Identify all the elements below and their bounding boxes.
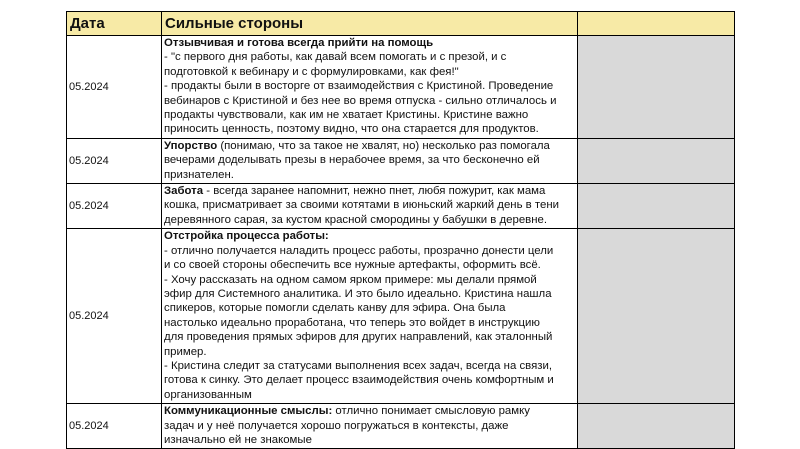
- body-text: вебинаров с Кристиной и без нее во время отпуска - сильно отличалось и: [164, 94, 557, 107]
- date-column-header[interactable]: Дата: [67, 12, 162, 36]
- bold-heading: Упорство: [164, 139, 218, 152]
- strengths-column-header[interactable]: Сильные стороны: [162, 12, 578, 36]
- extra-cell[interactable]: [578, 184, 735, 229]
- body-text: эфир для Системного аналитика. И это было идеально. Кристина нашла: [164, 287, 552, 300]
- body-text: и со своей стороны обеспечить все нужные артефакты, оформить всё.: [164, 259, 541, 272]
- cell-text-line: [164, 419, 575, 433]
- body-text: - "с первого дня работы, как давай всем помогать и с презой, и с: [164, 51, 507, 64]
- cell-text-line: [164, 198, 575, 212]
- bold-heading: Коммуникационные смыслы:: [164, 405, 333, 418]
- strengths-cell[interactable]: [162, 404, 578, 449]
- cell-text-line: [164, 345, 575, 359]
- body-text: для проведения прямых эфиров для других направлений, как эталонный: [164, 331, 553, 344]
- date-cell[interactable]: 05.2024: [67, 138, 162, 183]
- body-text: - отлично получается наладить процесс работы, прозрачно донести цели: [164, 244, 554, 257]
- body-text: вечерами доделывать презы в нерабочее время, за что бесконечно ей: [164, 154, 540, 167]
- extra-cell[interactable]: [578, 404, 735, 449]
- header-row: [67, 12, 735, 36]
- cell-text-line: [164, 65, 575, 79]
- bold-heading: Отзывчивая и готова всегда прийти на помощь: [164, 37, 434, 49]
- cell-text-line: [164, 139, 575, 153]
- bold-heading: Забота: [164, 185, 204, 198]
- body-text: организованным: [164, 388, 252, 401]
- body-text: деревянного сарая, за кустом красной смородины у бабушки в деревне.: [164, 213, 547, 226]
- body-text: подготовкой к вебинару и с формулировками, как фея!": [164, 65, 459, 78]
- extra-column-header[interactable]: [578, 12, 735, 36]
- body-text: кошка, присматривает за своими котятами в июньский жаркий день в тени: [164, 199, 559, 212]
- cell-text-line: [164, 404, 575, 418]
- table-row: [67, 138, 735, 183]
- extra-cell[interactable]: [578, 138, 735, 183]
- strengths-cell[interactable]: [162, 184, 578, 229]
- body-text: - продакты были в восторге от взаимодействия с Кристиной. Проведение: [164, 80, 554, 93]
- cell-text-line: [164, 287, 575, 301]
- body-text: - Кристина следит за статусами выполнения всех задач, всегда на связи,: [164, 359, 552, 372]
- cell-text-line: [164, 273, 575, 287]
- body-text: - Хочу рассказать на одном самом ярком примере: мы делали прямой: [164, 273, 537, 286]
- cell-text-line: [164, 359, 575, 373]
- cell-text-line: [164, 244, 575, 258]
- body-text: пример.: [164, 345, 207, 358]
- table-row: [67, 36, 735, 139]
- cell-text-line: [164, 79, 575, 93]
- table-row: [67, 184, 735, 229]
- body-text: настолько идеально проработана, что теперь это войдет в инструкцию: [164, 316, 540, 329]
- cell-text-line: [164, 184, 575, 198]
- date-cell[interactable]: 05.2024: [67, 404, 162, 449]
- body-text: приносить ценность, поэтому видно, что она старается для продуктов.: [164, 123, 539, 136]
- spreadsheet: [66, 11, 735, 449]
- cell-text-line: [164, 316, 575, 330]
- cell-text-line: [164, 153, 575, 167]
- cell-text-line: [164, 168, 575, 182]
- body-text: продакты чувствовали, как им не хватает Кристины. Кристине важно: [164, 109, 529, 122]
- body-text: отлично понимает смысловую рамку: [332, 405, 530, 418]
- cell-text-line: [164, 330, 575, 344]
- cell-text-line: [164, 122, 575, 136]
- table-row: [67, 404, 735, 449]
- strengths-cell[interactable]: [162, 36, 578, 139]
- strengths-cell[interactable]: [162, 138, 578, 183]
- cell-text-line: [164, 433, 575, 447]
- bold-heading: Отстройка процесса работы:: [164, 230, 329, 243]
- cell-text-line: [164, 36, 575, 50]
- cell-text-line: [164, 388, 575, 402]
- cell-text-line: [164, 94, 575, 108]
- body-text: (понимаю, что за такое не хвалят, но) несколько раз помогала: [217, 139, 550, 152]
- strengths-cell[interactable]: [162, 229, 578, 404]
- strengths-table: [66, 11, 735, 449]
- cell-text-line: [164, 258, 575, 272]
- date-cell[interactable]: 05.2024: [67, 229, 162, 404]
- date-cell[interactable]: 05.2024: [67, 36, 162, 139]
- date-cell[interactable]: 05.2024: [67, 184, 162, 229]
- cell-text-line: [164, 229, 575, 243]
- cell-text-line: [164, 213, 575, 227]
- cell-text-line: [164, 373, 575, 387]
- cell-text-line: [164, 50, 575, 64]
- cell-text-line: [164, 301, 575, 315]
- body-text: - всегда заранее напомнит, нежно пнет, любя пожурит, как мама: [203, 185, 546, 198]
- extra-cell[interactable]: [578, 36, 735, 139]
- body-text: изначально ей не знакомые: [164, 433, 312, 446]
- cell-text-line: [164, 108, 575, 122]
- body-text: спикеров, которые помогли сделать канву для эфира. Она была: [164, 302, 506, 315]
- body-text: признателен.: [164, 168, 234, 181]
- body-text: задач и у неё получается хорошо погружаться в контексты, даже: [164, 419, 509, 432]
- extra-cell[interactable]: [578, 229, 735, 404]
- table-row: [67, 229, 735, 404]
- body-text: готова к синку. Это делает процесс взаимодействия очень комфортным и: [164, 374, 554, 387]
